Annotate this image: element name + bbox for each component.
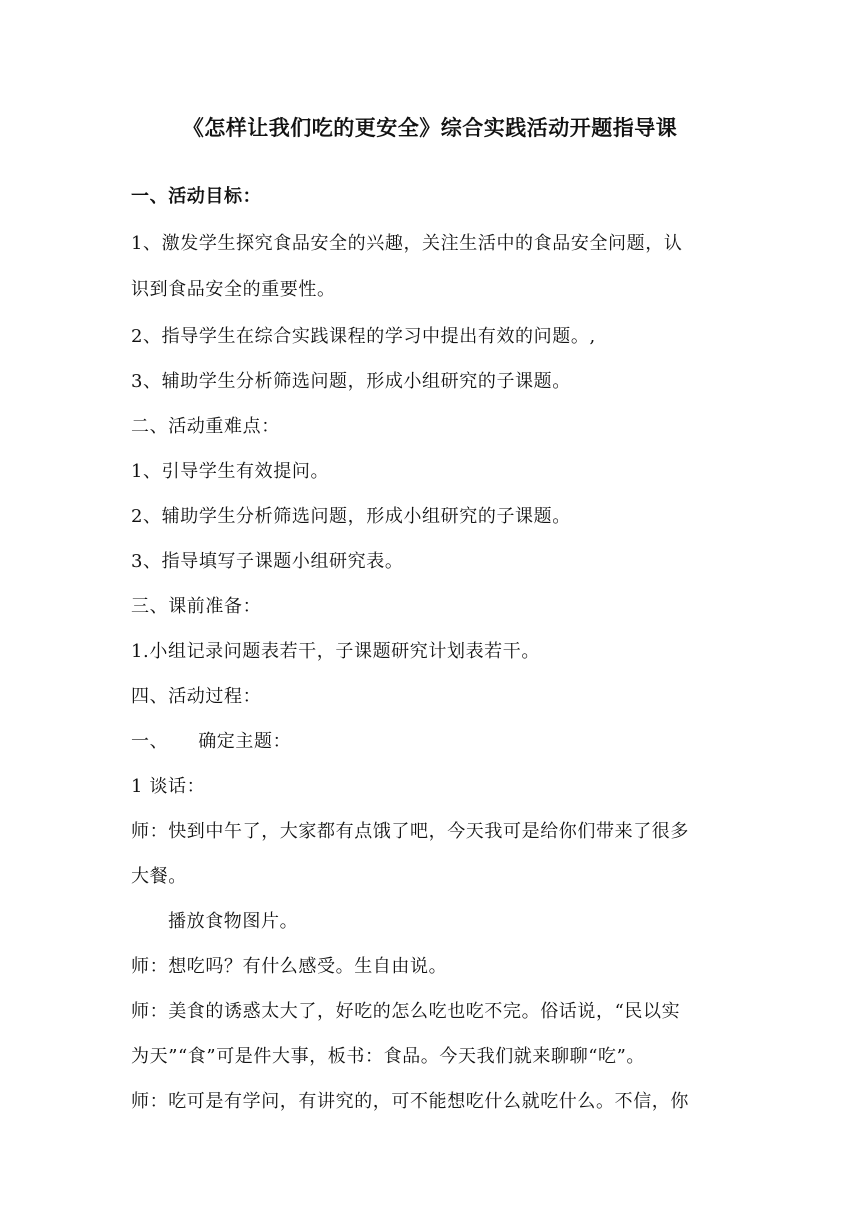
paragraph-line: 1、引导学生有效提问。 bbox=[131, 461, 330, 482]
document-title: 《怎样让我们吃的更安全》综合实践活动开题指导课 bbox=[182, 116, 678, 140]
paragraph-line: 2、指导学生在综合实践课程的学习中提出有效的问题。, bbox=[131, 326, 596, 347]
section-heading-process: 四、活动过程： bbox=[131, 686, 262, 707]
paragraph-line: 师：美食的诱惑太大了，好吃的怎么吃也吃不完。俗话说，“民以实 bbox=[131, 1001, 681, 1022]
paragraph-line: 识到食品安全的重要性。 bbox=[131, 279, 336, 300]
paragraph-line: 师：快到中午了，大家都有点饿了吧，今天我可是给你们带来了很多 bbox=[131, 821, 689, 842]
paragraph-line: 1 谈话： bbox=[131, 776, 206, 797]
paragraph-line: 师：想吃吗？有什么感受。生自由说。 bbox=[131, 956, 448, 977]
paragraph-line: 3、指导填写子课题小组研究表。 bbox=[131, 551, 404, 572]
paragraph-line: 为天”“食”可是件大事，板书：食品。今天我们就来聊聊“吃”。 bbox=[131, 1046, 646, 1067]
paragraph-line: 1、激发学生探究食品安全的兴趣，关注生活中的食品安全问题，认 bbox=[131, 233, 683, 254]
paragraph-line: 3、辅助学生分析筛选问题，形成小组研究的子课题。 bbox=[131, 371, 571, 392]
subsection-label: 确定主题： bbox=[198, 731, 292, 752]
paragraph-line: 师：吃可是有学问，有讲究的，可不能想吃什么就吃什么。不信，你 bbox=[131, 1091, 689, 1112]
section-heading-key-points: 二、活动重难点： bbox=[131, 416, 280, 437]
paragraph-line: 2、辅助学生分析筛选问题，形成小组研究的子课题。 bbox=[131, 506, 571, 527]
section-heading-goals: 一、活动目标： bbox=[131, 186, 262, 207]
subsection-number: 一、 bbox=[131, 731, 169, 752]
subsection-heading bbox=[131, 727, 291, 753]
paragraph-line: 1.小组记录问题表若干，子课题研究计划表若干。 bbox=[131, 641, 540, 662]
section-heading-preparation: 三、课前准备： bbox=[131, 596, 262, 617]
paragraph-line: 播放食物图片。 bbox=[168, 911, 299, 932]
paragraph-line: 大餐。 bbox=[131, 866, 187, 887]
